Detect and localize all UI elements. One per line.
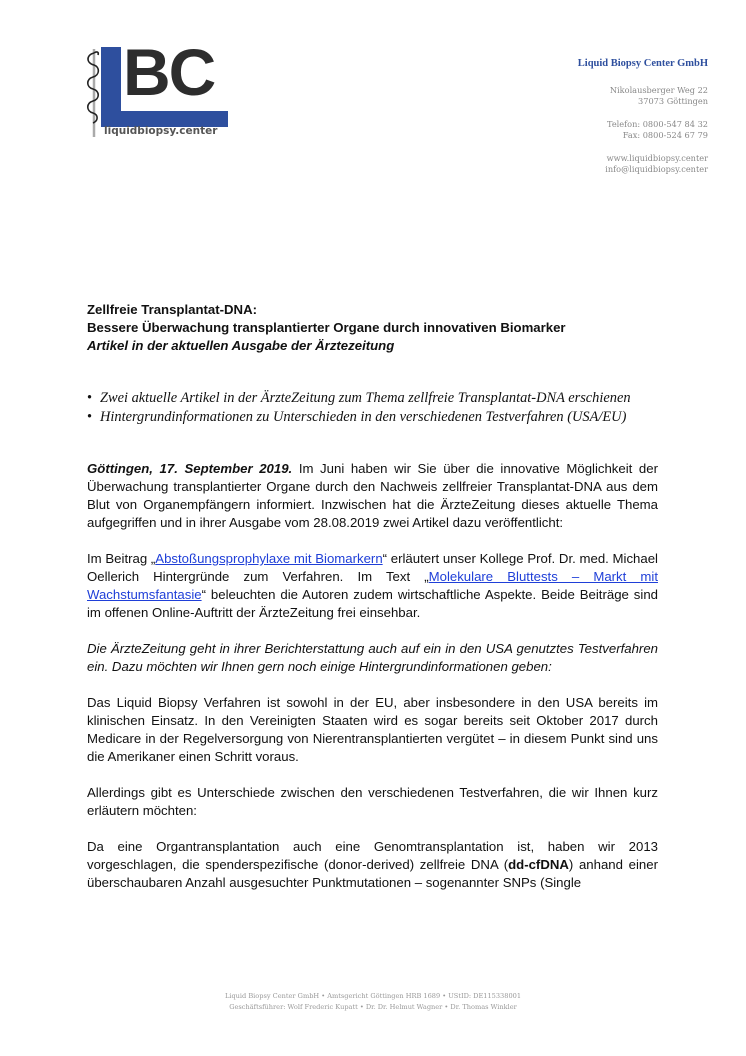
logo-url-text: liquidbiopsy.center <box>104 125 218 137</box>
summary-bullet: • Hintergrundinformationen zu Unterschieden in den verschiedenen Testverfahren (USA/EU) <box>87 408 658 427</box>
paragraph-intro <box>87 460 658 532</box>
paragraph-background-intro: Die ÄrzteZeitung geht in ihrer Berichterstattung auch auf ein in den USA genutztes Testverfahren ein. Dazu möchten wir Ihnen gern noch einige Hintergrundinformationen geben: <box>87 641 658 674</box>
contact-online <box>578 153 708 175</box>
phone: Telefon: 0800-547 84 32 <box>607 119 708 129</box>
contact-phone <box>578 119 708 141</box>
headline <box>87 301 658 355</box>
website: www.liquidbiopsy.center <box>606 153 708 163</box>
article-link-abstossungsprophylaxe[interactable]: Abstoßungsprophylaxe mit Biomarkern <box>155 551 383 566</box>
summary-bullet: • Zwei aktuelle Artikel in der ÄrzteZeitung zum Thema zellfreie Transplantat-DNA erschienen <box>87 389 658 408</box>
paragraph-differences: Allerdings gibt es Unterschiede zwischen den verschiedenen Testverfahren, die wir Ihnen kurz erläutern möchten: <box>87 785 658 818</box>
fax: Fax: 0800-524 67 79 <box>622 130 708 140</box>
page-footer <box>0 991 746 1013</box>
headline-line-2: Bessere Überwachung transplantierter Organe durch innovativen Biomarker <box>87 320 566 335</box>
footer-line-2: Geschäftsführer: Wolf Frederic Kupatt • Dr. Dr. Helmut Wagner • Dr. Thomas Winkler <box>229 1003 517 1011</box>
city: 37073 Göttingen <box>638 96 708 106</box>
paragraph-method <box>87 838 658 892</box>
email: info@liquidbiopsy.center <box>605 164 708 174</box>
article-link-molekulare-bluttests[interactable]: Molekulare Bluttests – Markt mit Wachstumsfantasie <box>87 569 658 602</box>
text-span: “ beleuchten die Autoren zudem wirtschaftliche Aspekte. Beide Beiträge sind im offenen Online-Auftritt der ÄrzteZeitung frei einsehbar. <box>87 587 658 620</box>
company-name: Liquid Biopsy Center GmbH <box>577 58 708 69</box>
summary-bullets <box>87 389 658 427</box>
text-span: ) anhand einer überschaubaren Anzahl ausgesuchter Punktmutationen – sogenannter SNPs (Single <box>87 857 658 890</box>
address <box>578 85 708 107</box>
intro-text: Im Juni haben wir Sie über die innovative Möglichkeit der Überwachung transplantierter Organe durch den Nachweis zellfreier Transplantat-DNA aus dem Blut von Organempfängern informiert. Inzwischen hat die ÄrzteZeitung dieses aktuelle Thema aufgegriffen und in ihrer Ausgabe vom 28.08.2019 zwei Artikel dazu veröffentlicht: <box>87 461 658 530</box>
headline-line-1: Zellfreie Transplantat-DNA: <box>87 302 258 317</box>
rod-of-asclepius-icon <box>84 47 102 139</box>
company-address-block <box>578 58 708 187</box>
term-dd-cfdna: dd-cfDNA <box>508 857 569 872</box>
logo-letters: BC <box>123 35 215 109</box>
text-span: Im Beitrag „ <box>87 551 156 566</box>
paragraph-articles <box>87 550 658 622</box>
headline-subtitle: Artikel in der aktuellen Ausgabe der Ärztezeitung <box>87 338 395 353</box>
lbc-logo <box>84 35 230 139</box>
dateline: Göttingen, 17. September 2019. <box>87 461 293 476</box>
street: Nikolausberger Weg 22 <box>609 85 708 95</box>
text-span: “ erläutert unser Kollege Prof. Dr. med. Michael Oellerich Hintergründe zum Verfahren. Im Text „ <box>87 551 658 584</box>
text-span: Da eine Organtransplantation auch eine Genomtransplantation ist, haben wir 2013 vorgeschlagen, die spenderspezifische (donor-derived) zellfreie DNA ( <box>87 839 658 872</box>
press-release-body <box>87 301 658 892</box>
paragraph-usage: Das Liquid Biopsy Verfahren ist sowohl in der EU, aber insbesondere in den USA bereits im klinischen Einsatz. In den Vereinigten Staaten wird es sogar bereits seit Oktober 2017 durch Medicare in der Regelversorgung von Nierentransplantierten vergütet – in diesem Punkt sind uns die Amerikaner einen Schritt voraus. <box>87 695 658 764</box>
footer-line-1: Liquid Biopsy Center GmbH • Amtsgericht Göttingen HRB 1689 • UStID: DE115338001 <box>224 992 522 1000</box>
